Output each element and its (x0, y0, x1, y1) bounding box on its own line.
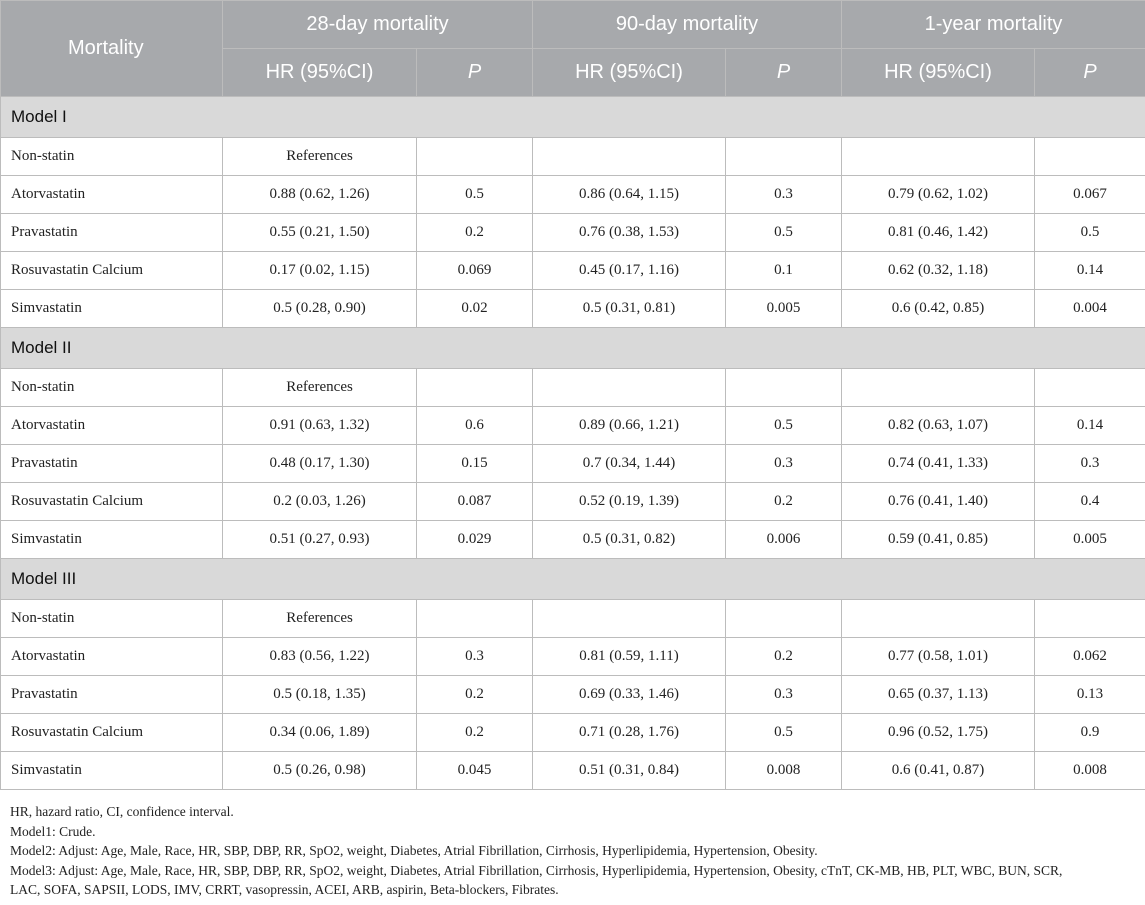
hr-90-cell: 0.51 (0.31, 0.84) (533, 752, 726, 790)
p-1y-cell: 0.9 (1035, 714, 1145, 752)
model-label: Model I (1, 97, 1145, 138)
p-90-cell: 0.006 (726, 521, 842, 559)
p-1y-cell: 0.005 (1035, 521, 1145, 559)
table-row (1, 483, 1145, 521)
model-label: Model II (1, 328, 1145, 369)
hr-28-cell: 0.2 (0.03, 1.26) (223, 483, 417, 521)
hr-28-cell: 0.17 (0.02, 1.15) (223, 252, 417, 290)
row-name: Pravastatin (1, 214, 223, 252)
header-hr-28: HR (95%CI) (223, 49, 417, 97)
hr-28-cell: References (223, 369, 417, 407)
hr-28-cell: 0.5 (0.26, 0.98) (223, 752, 417, 790)
footnote: Model2: Adjust: Age, Male, Race, HR, SBP, DBP, RR, SpO2, weight, Diabetes, Atrial Fibrillation, Cirrhosis, Hyperlipidemia, Hypertension, Obesity. (10, 843, 818, 858)
hr-1y-cell (842, 369, 1035, 407)
p-28-cell: 0.029 (417, 521, 533, 559)
hr-1y-cell: 0.62 (0.32, 1.18) (842, 252, 1035, 290)
p-1y-cell: 0.004 (1035, 290, 1145, 328)
model-label: Model III (1, 559, 1145, 600)
p-90-cell: 0.5 (726, 407, 842, 445)
p-90-cell (726, 138, 842, 176)
hr-1y-cell: 0.96 (0.52, 1.75) (842, 714, 1035, 752)
row-name: Simvastatin (1, 752, 223, 790)
p-90-cell: 0.2 (726, 483, 842, 521)
row-name: Rosuvastatin Calcium (1, 714, 223, 752)
p-1y-cell: 0.3 (1035, 445, 1145, 483)
p-90-cell: 0.5 (726, 714, 842, 752)
p-28-cell: 0.02 (417, 290, 533, 328)
row-name: Pravastatin (1, 676, 223, 714)
hr-90-cell: 0.7 (0.34, 1.44) (533, 445, 726, 483)
hr-28-cell: 0.5 (0.28, 0.90) (223, 290, 417, 328)
p-28-cell: 0.5 (417, 176, 533, 214)
hr-1y-cell: 0.76 (0.41, 1.40) (842, 483, 1035, 521)
hr-28-cell: 0.88 (0.62, 1.26) (223, 176, 417, 214)
table-body (1, 97, 1145, 790)
table-row (1, 407, 1145, 445)
hr-90-cell: 0.89 (0.66, 1.21) (533, 407, 726, 445)
p-28-cell: 0.087 (417, 483, 533, 521)
hr-1y-cell: 0.59 (0.41, 0.85) (842, 521, 1035, 559)
p-90-cell (726, 369, 842, 407)
hr-28-cell: References (223, 138, 417, 176)
hr-1y-cell: 0.81 (0.46, 1.42) (842, 214, 1035, 252)
hr-90-cell: 0.76 (0.38, 1.53) (533, 214, 726, 252)
p-90-cell (726, 600, 842, 638)
header-28-day: 28-day mortality (223, 1, 533, 49)
footnote: Model3: Adjust: Age, Male, Race, HR, SBP, DBP, RR, SpO2, weight, Diabetes, Atrial Fibrillation, Cirrhosis, Hyperlipidemia, Hypertension, Obesity, cTnT, CK-MB, HB, PLT, WBC, BUN, SCR, (10, 862, 1063, 878)
p-1y-cell: 0.13 (1035, 676, 1145, 714)
hr-1y-cell: 0.6 (0.41, 0.87) (842, 752, 1035, 790)
hr-1y-cell (842, 600, 1035, 638)
table-row (1, 521, 1145, 559)
table-row (1, 638, 1145, 676)
table-row (1, 600, 1145, 638)
hr-1y-cell: 0.74 (0.41, 1.33) (842, 445, 1035, 483)
header-p-90: P (726, 49, 842, 97)
hr-1y-cell: 0.79 (0.62, 1.02) (842, 176, 1035, 214)
hr-1y-cell: 0.65 (0.37, 1.13) (842, 676, 1035, 714)
header-hr-1y: HR (95%CI) (842, 49, 1035, 97)
hr-28-cell: References (223, 600, 417, 638)
hr-90-cell: 0.69 (0.33, 1.46) (533, 676, 726, 714)
p-28-cell: 0.069 (417, 252, 533, 290)
p-90-cell: 0.5 (726, 214, 842, 252)
hr-90-cell: 0.52 (0.19, 1.39) (533, 483, 726, 521)
table-row (1, 176, 1145, 214)
hr-28-cell: 0.83 (0.56, 1.22) (223, 638, 417, 676)
header-p-1y: P (1035, 49, 1145, 97)
row-name: Simvastatin (1, 290, 223, 328)
p-28-cell (417, 138, 533, 176)
hr-90-cell: 0.45 (0.17, 1.16) (533, 252, 726, 290)
hr-28-cell: 0.91 (0.63, 1.32) (223, 407, 417, 445)
p-1y-cell: 0.008 (1035, 752, 1145, 790)
table-row (1, 138, 1145, 176)
p-28-cell: 0.2 (417, 714, 533, 752)
model-group-row (1, 328, 1145, 369)
p-90-cell: 0.3 (726, 445, 842, 483)
header-1-year: 1-year mortality (842, 1, 1145, 49)
hr-90-cell (533, 600, 726, 638)
row-name: Simvastatin (1, 521, 223, 559)
hr-28-cell: 0.48 (0.17, 1.30) (223, 445, 417, 483)
p-28-cell: 0.3 (417, 638, 533, 676)
p-1y-cell (1035, 138, 1145, 176)
p-1y-cell: 0.5 (1035, 214, 1145, 252)
p-28-cell: 0.2 (417, 214, 533, 252)
p-1y-cell: 0.062 (1035, 638, 1145, 676)
header-mortality: Mortality (1, 1, 223, 97)
p-28-cell: 0.15 (417, 445, 533, 483)
p-1y-cell: 0.4 (1035, 483, 1145, 521)
row-name: Atorvastatin (1, 176, 223, 214)
hr-28-cell: 0.51 (0.27, 0.93) (223, 521, 417, 559)
row-name: Atorvastatin (1, 407, 223, 445)
footnotes (10, 802, 1062, 900)
hr-90-cell: 0.86 (0.64, 1.15) (533, 176, 726, 214)
hr-1y-cell: 0.6 (0.42, 0.85) (842, 290, 1035, 328)
table-row (1, 752, 1145, 790)
footnote: HR, hazard ratio, CI, confidence interval. (10, 804, 234, 819)
hr-90-cell: 0.5 (0.31, 0.82) (533, 521, 726, 559)
p-90-cell: 0.008 (726, 752, 842, 790)
model-group-row (1, 97, 1145, 138)
p-28-cell: 0.2 (417, 676, 533, 714)
row-name: Rosuvastatin Calcium (1, 483, 223, 521)
table-header (1, 1, 1145, 97)
row-name: Non-statin (1, 369, 223, 407)
header-hr-90: HR (95%CI) (533, 49, 726, 97)
hr-90-cell: 0.71 (0.28, 1.76) (533, 714, 726, 752)
header-90-day: 90-day mortality (533, 1, 842, 49)
p-1y-cell: 0.067 (1035, 176, 1145, 214)
hr-90-cell (533, 369, 726, 407)
row-name: Pravastatin (1, 445, 223, 483)
p-1y-cell (1035, 600, 1145, 638)
hr-90-cell (533, 138, 726, 176)
row-name: Atorvastatin (1, 638, 223, 676)
hr-28-cell: 0.5 (0.18, 1.35) (223, 676, 417, 714)
row-name: Non-statin (1, 138, 223, 176)
table-row (1, 445, 1145, 483)
hr-1y-cell: 0.82 (0.63, 1.07) (842, 407, 1035, 445)
hr-90-cell: 0.81 (0.59, 1.11) (533, 638, 726, 676)
hr-28-cell: 0.34 (0.06, 1.89) (223, 714, 417, 752)
p-1y-cell: 0.14 (1035, 252, 1145, 290)
table-row (1, 290, 1145, 328)
table-row (1, 369, 1145, 407)
model-group-row (1, 559, 1145, 600)
p-28-cell (417, 600, 533, 638)
row-name: Rosuvastatin Calcium (1, 252, 223, 290)
hr-90-cell: 0.5 (0.31, 0.81) (533, 290, 726, 328)
header-p-28: P (417, 49, 533, 97)
footnote: LAC, SOFA, SAPSII, LODS, IMV, CRRT, vasopressin, ACEI, ARB, aspirin, Beta-blockers, Fibrates. (10, 882, 559, 897)
p-1y-cell: 0.14 (1035, 407, 1145, 445)
p-90-cell: 0.3 (726, 676, 842, 714)
p-1y-cell (1035, 369, 1145, 407)
table-row (1, 714, 1145, 752)
hr-28-cell: 0.55 (0.21, 1.50) (223, 214, 417, 252)
p-90-cell: 0.1 (726, 252, 842, 290)
hr-1y-cell (842, 138, 1035, 176)
table-row (1, 214, 1145, 252)
p-28-cell: 0.6 (417, 407, 533, 445)
table-row (1, 252, 1145, 290)
hr-1y-cell: 0.77 (0.58, 1.01) (842, 638, 1035, 676)
row-name: Non-statin (1, 600, 223, 638)
footnote: Model1: Crude. (10, 823, 96, 839)
p-90-cell: 0.2 (726, 638, 842, 676)
p-90-cell: 0.3 (726, 176, 842, 214)
p-28-cell (417, 369, 533, 407)
table-row (1, 676, 1145, 714)
p-90-cell: 0.005 (726, 290, 842, 328)
p-28-cell: 0.045 (417, 752, 533, 790)
